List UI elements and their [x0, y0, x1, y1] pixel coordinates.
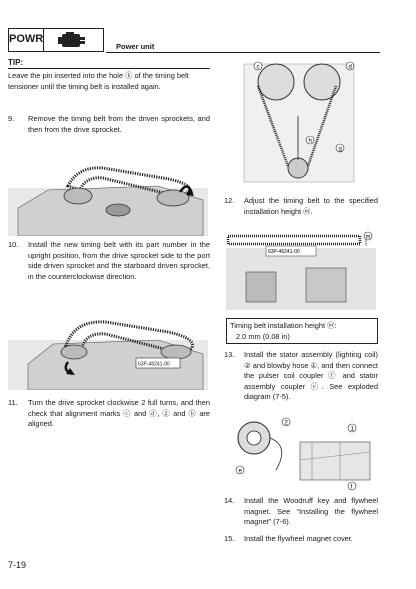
step-number: 9. [8, 114, 15, 123]
step-13 [224, 350, 378, 403]
callout-h: h [308, 138, 312, 145]
step-text: Install the Woodruff key and flywheel magnet. See “Installing the flywheel magnet” (7-6). [244, 496, 378, 527]
spec-label: Timing belt installation height ⓜ: [230, 321, 337, 330]
callout-d: d [348, 64, 352, 71]
header-rule [106, 52, 380, 53]
step-11 [8, 398, 210, 430]
section-badge: POWR [8, 28, 44, 52]
belt-part-code: 63P-46241-00 [268, 249, 300, 255]
installation-height-illustration [226, 228, 376, 310]
timing-belt-installation-illustration [8, 306, 208, 390]
step-10 [8, 240, 210, 282]
step-9 [8, 114, 210, 135]
tip-rule [8, 68, 210, 69]
tip-label: TIP: [8, 58, 24, 67]
callout-2: 2 [284, 420, 288, 427]
step-number: 10. [8, 240, 19, 249]
step-14 [224, 496, 378, 528]
page-number: 7-19 [8, 560, 27, 570]
callout-f: f [350, 484, 353, 491]
spec-box [226, 318, 378, 344]
step-12 [224, 196, 378, 217]
timing-belt-removal-illustration [8, 148, 208, 236]
stator-assembly-illustration [230, 412, 380, 492]
callout-c: c [256, 64, 260, 71]
spec-value: 2.0 mm (0.08 in) [236, 331, 290, 341]
callout-e: e [238, 468, 242, 475]
step-text: Turn the drive sprocket clockwise 2 full turns, and then check that alignment marks ⓒ and ⓓ, ⓖ and ⓗ are aligned. [28, 398, 210, 429]
step-15 [224, 534, 378, 545]
step-text: Install the flywheel magnet cover. [244, 534, 353, 543]
step-number: 15. [224, 534, 235, 543]
tip-text: Leave the pin inserted into the hole ⓚ of the timing belt tensioner until the timing belt is installed again. [8, 71, 189, 91]
section-title: Power unit [116, 42, 155, 51]
callout-m: m [365, 234, 371, 241]
callout-g: g [338, 146, 342, 153]
step-text: Remove the timing belt from the driven sprockets, and then from the drive sprocket. [28, 114, 210, 134]
engine-icon [44, 28, 104, 52]
callout-1: 1 [350, 426, 354, 433]
step-text: Install the stator assembly (lighting coil) ② and blowby hose ①, and then connect the pulser coil coupler ⓕ and stator assembly coupler ⓔ. See exploded diagram (7-5). [244, 350, 378, 402]
step-number: 12. [224, 196, 235, 205]
belt-part-code: 63P-46241-00 [138, 361, 170, 368]
step-text: Install the new timing belt with its part number in the upright position, from the drive sprocket side to the port side driven sprocket and the starboard driven sprocket, in the counterclockwise direction. [28, 240, 210, 281]
alignment-marks-illustration [236, 56, 362, 186]
step-number: 13. [224, 350, 235, 359]
step-text: Adjust the timing belt to the specified installation height ⓜ. [244, 196, 378, 216]
step-number: 11. [8, 398, 18, 407]
step-number: 14. [224, 496, 235, 505]
